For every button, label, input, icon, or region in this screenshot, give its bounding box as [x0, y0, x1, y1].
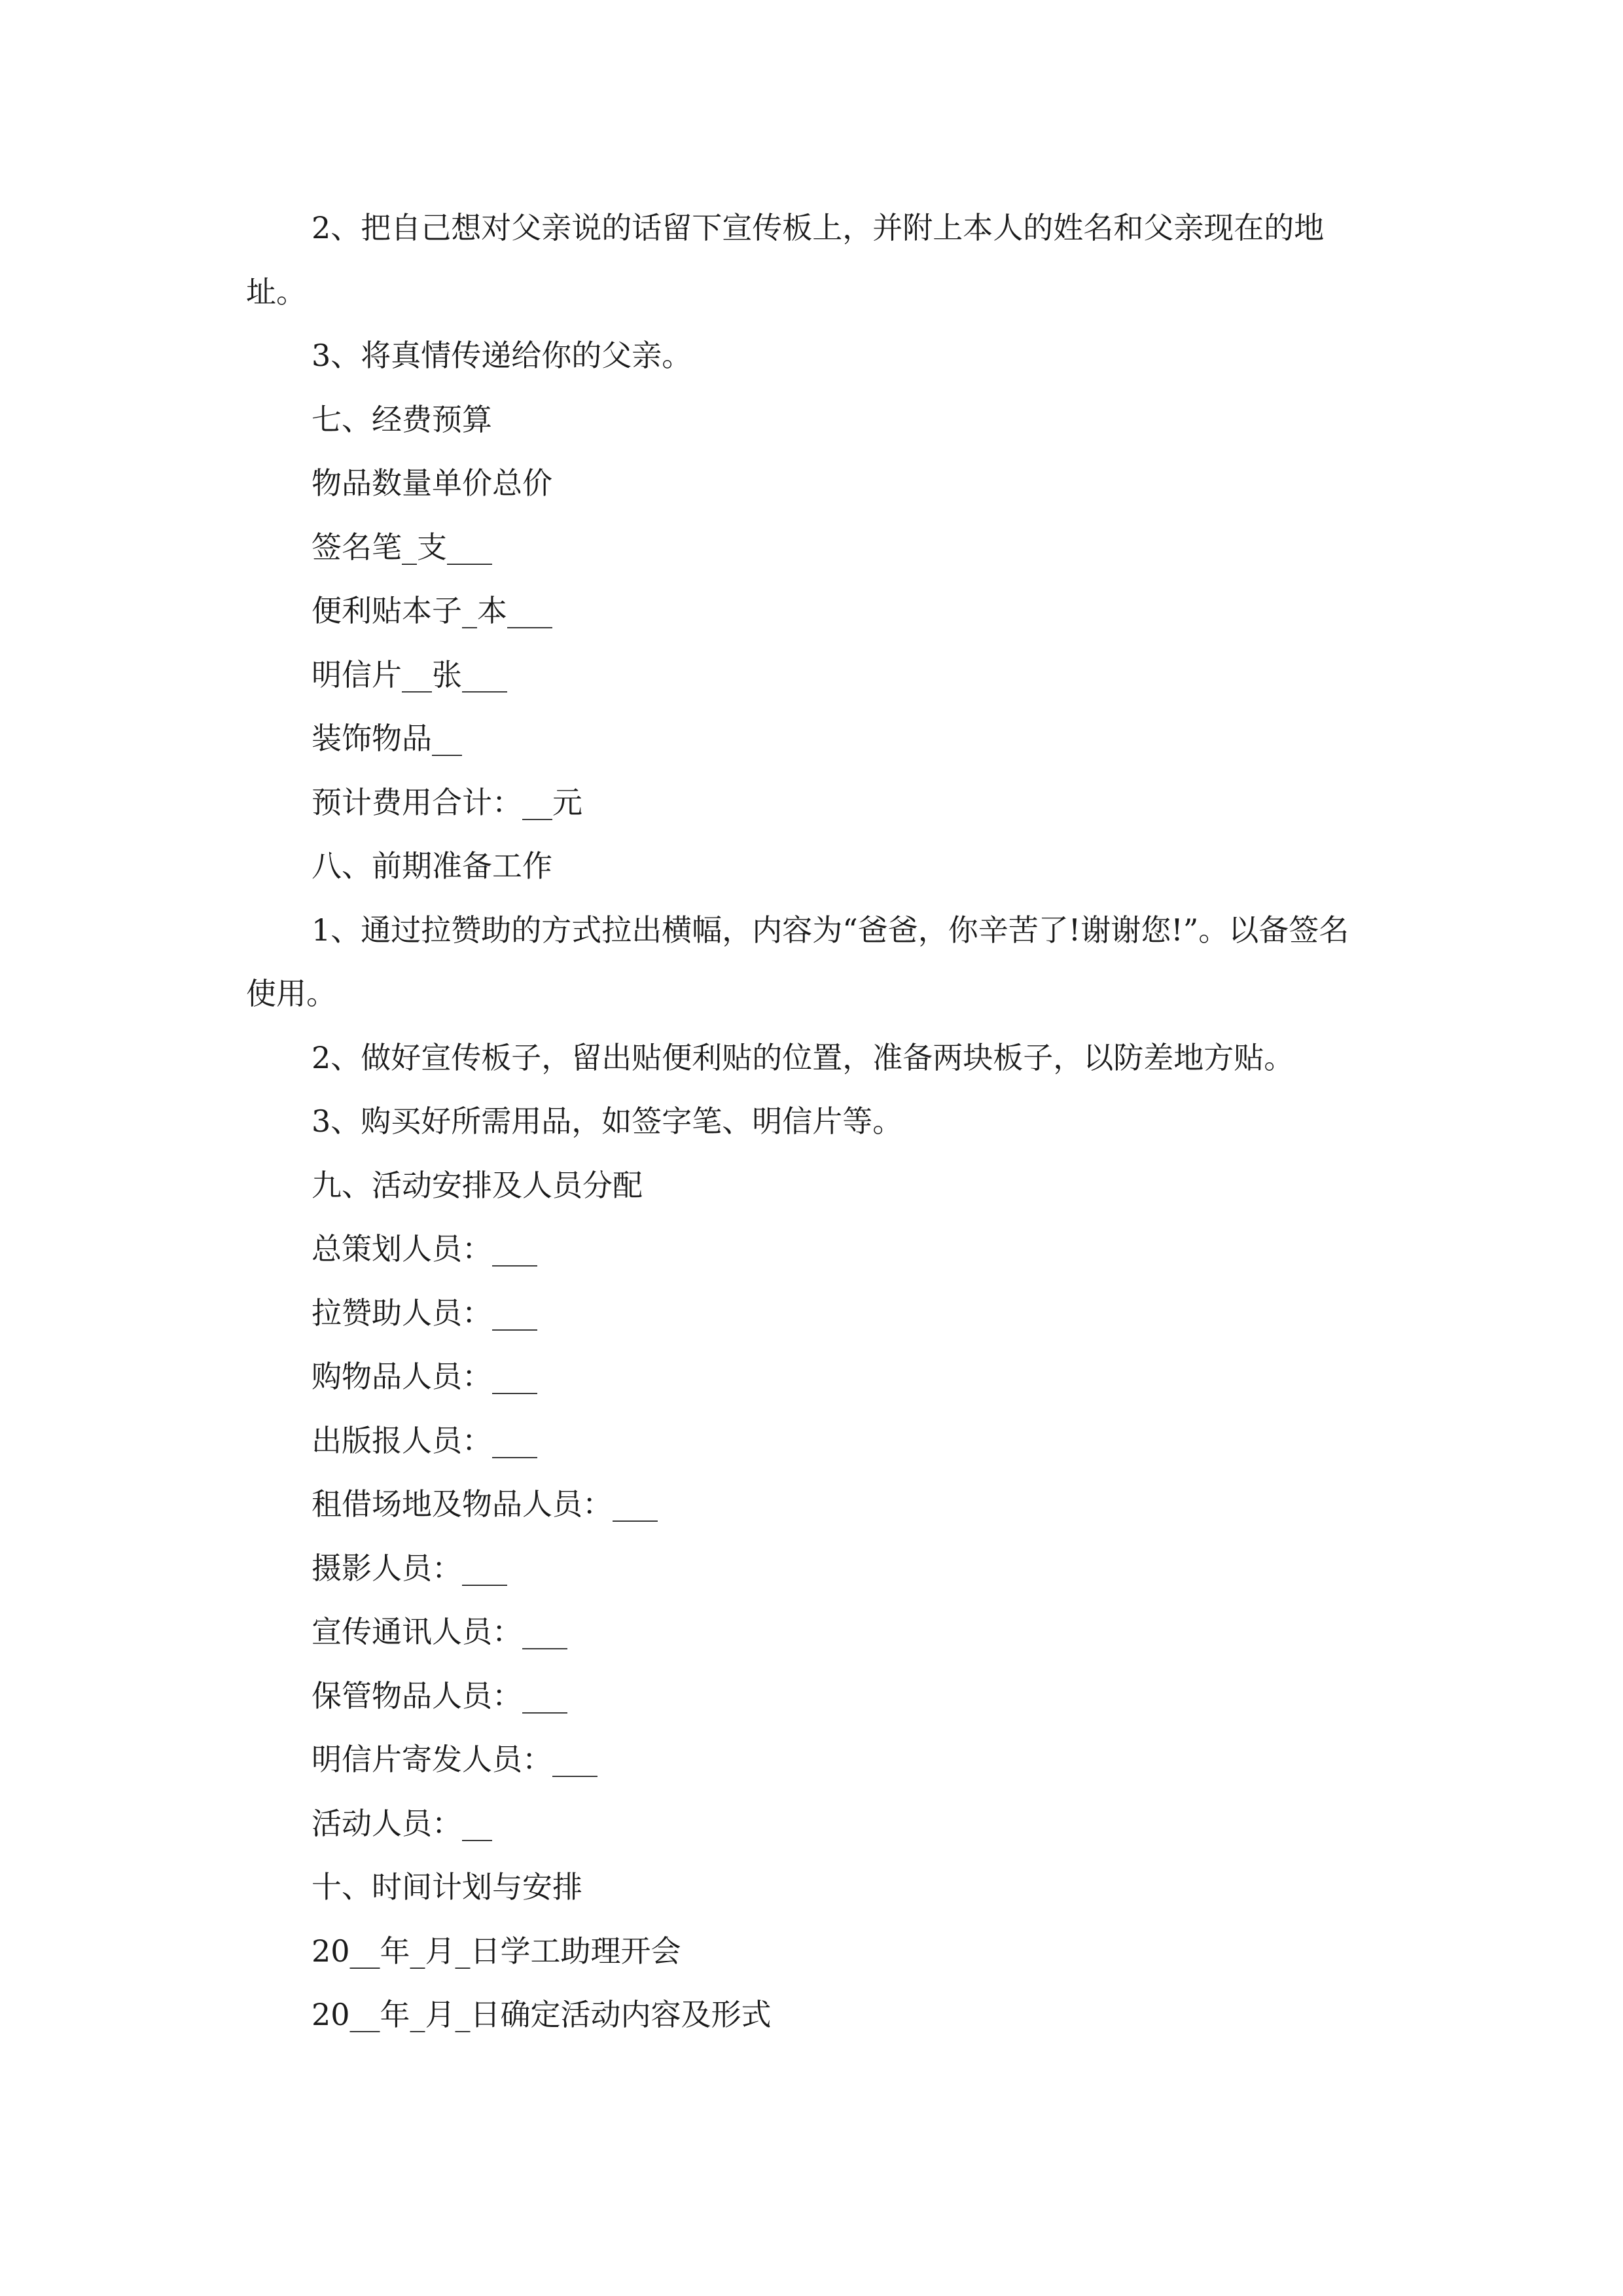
budget-total: 预计费用合计：__元	[312, 784, 582, 820]
section-heading: 八、前期准备工作	[312, 848, 552, 884]
schedule-line: 20__年_月_日确定活动内容及形式	[312, 1997, 772, 2032]
paragraph: 3、将真情传递给你的父亲。	[312, 338, 692, 373]
staff-line: 活动人员：__	[312, 1805, 492, 1841]
schedule-line: 20__年_月_日学工助理开会	[312, 1933, 681, 1969]
staff-line: 宣传通讯人员：___	[312, 1614, 567, 1649]
staff-line: 拉赞助人员：___	[312, 1295, 537, 1331]
staff-line: 明信片寄发人员：___	[312, 1742, 597, 1777]
section-heading: 九、活动安排及人员分配	[312, 1167, 643, 1203]
staff-line: 摄影人员：___	[312, 1550, 507, 1586]
budget-item: 便利贴本子_本___	[312, 593, 552, 628]
paragraph: 2、把自己想对父亲说的话留下宣传板上，并附上本人的姓名和父亲现在的地址。	[246, 210, 1325, 310]
budget-item: 装饰物品__	[312, 721, 462, 756]
staff-line: 租借场地及物品人员：___	[312, 1486, 658, 1522]
document-body	[246, 196, 1377, 2047]
staff-line: 总策划人员：___	[312, 1231, 537, 1266]
section-heading: 十、时间计划与安排	[312, 1869, 582, 1905]
budget-header: 物品数量单价总价	[312, 465, 552, 501]
staff-line: 出版报人员：___	[312, 1422, 537, 1458]
paragraph: 1、通过拉赞助的方式拉出横幅，内容为“爸爸，你辛苦了!谢谢您!”。以备签名使用。	[246, 912, 1349, 1011]
staff-line: 购物品人员：___	[312, 1359, 537, 1394]
section-heading: 七、经费预算	[312, 401, 492, 437]
paragraph: 3、购买好所需用品，如签字笔、明信片等。	[312, 1103, 903, 1139]
budget-item: 明信片__张___	[312, 656, 507, 692]
staff-line: 保管物品人员：___	[312, 1677, 567, 1713]
paragraph: 2、做好宣传板子，留出贴便利贴的位置，准备两块板子，以防差地方贴。	[312, 1039, 1294, 1075]
budget-item: 签名笔_支___	[312, 529, 492, 565]
